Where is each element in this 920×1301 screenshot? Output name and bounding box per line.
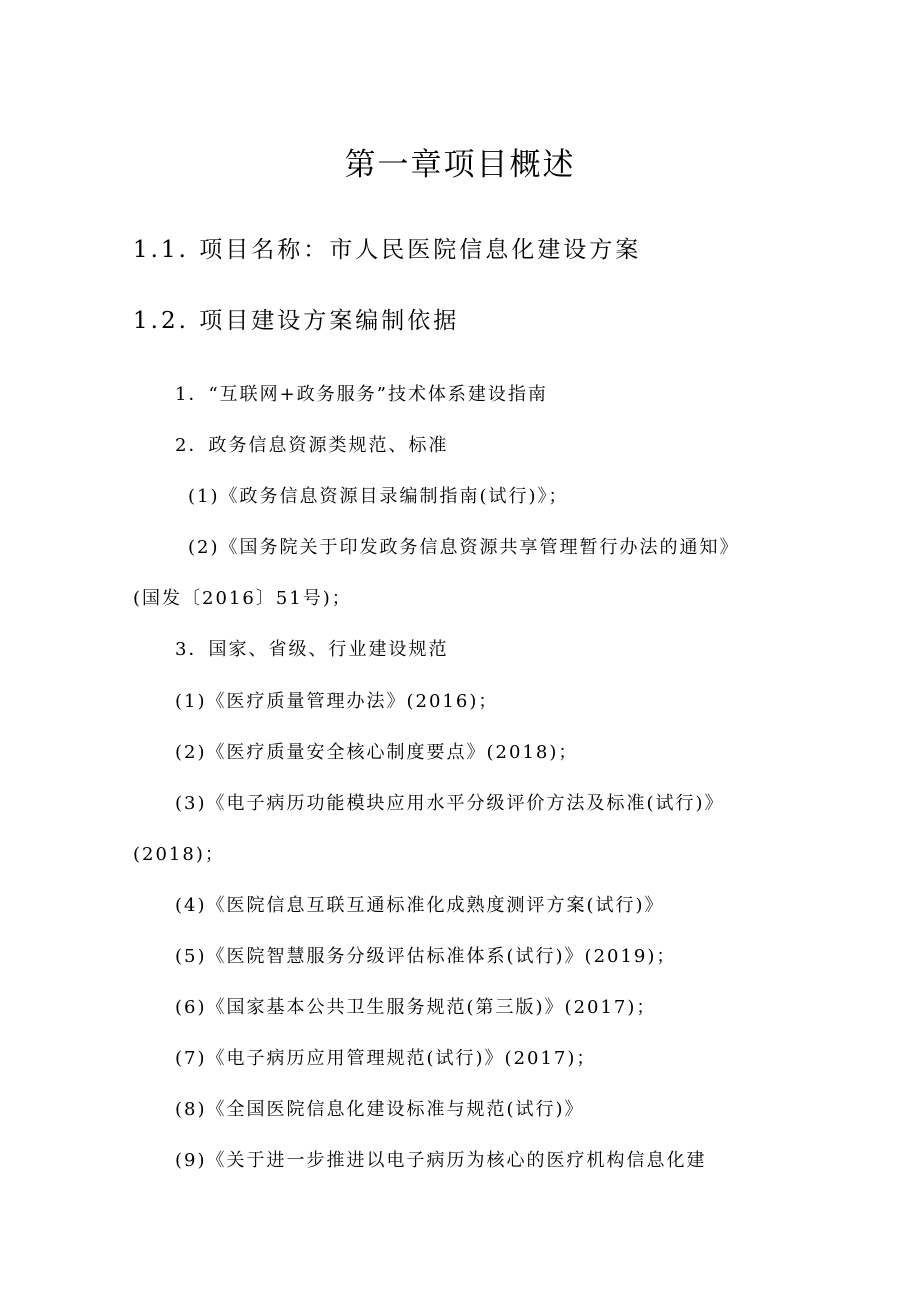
section-number: 1.2.	[133, 308, 189, 334]
list-item-3: 3．国家、省级、行业建设规范	[175, 639, 449, 660]
sub-item-3-9: (9)《关于进一步推进以电子病历为核心的医疗机构信息化建	[175, 1150, 707, 1171]
sub-item-3-3: (3)《电子病历功能模块应用水平分级评价方法及标准(试行)》	[175, 793, 725, 814]
sub-item-3-2: (2)《医疗质量安全核心制度要点》(2018)；	[175, 742, 579, 763]
sub-item-3-3-continuation: (2018)；	[133, 844, 225, 865]
sub-item-3-7: (7)《电子病历应用管理规范(试行)》(2017)；	[175, 1048, 597, 1069]
sub-item-2-1: (1)《政务信息资源目录编制指南(试行)》；	[188, 486, 569, 507]
sub-item-3-4: (4)《医院信息互联互通标准化成熟度测评方案(试行)》	[175, 895, 665, 916]
section-title: 项目建设方案编制依据	[199, 308, 460, 334]
chapter-title: 第一章项目概述	[344, 147, 576, 183]
sub-item-3-6: (6)《国家基本公共卫生服务规范(第三版)》(2017)；	[175, 997, 657, 1018]
sub-item-2-2: (2)《国务院关于印发政务信息资源共享管理暂行办法的通知》	[188, 537, 740, 558]
sub-item-3-5: (5)《医院智慧服务分级评估标准体系(试行)》(2019)；	[175, 946, 677, 967]
sub-item-2-2-continuation: (国发〔2016〕51号)；	[133, 588, 352, 609]
list-item-2: 2．政务信息资源类规范、标准	[175, 435, 449, 456]
section-number: 1.1.	[133, 237, 189, 263]
sub-item-3-1: (1)《医疗质量管理办法》(2016)；	[175, 691, 499, 712]
list-item-1: 1．“互联网+政务服务”技术体系建设指南	[175, 384, 548, 405]
sub-item-3-8: (8)《全国医院信息化建设标准与规范(试行)》	[175, 1099, 585, 1120]
section-heading-1-1	[133, 239, 641, 262]
section-title: 项目名称：市人民医院信息化建设方案	[199, 237, 642, 263]
section-heading-1-2	[133, 310, 459, 333]
